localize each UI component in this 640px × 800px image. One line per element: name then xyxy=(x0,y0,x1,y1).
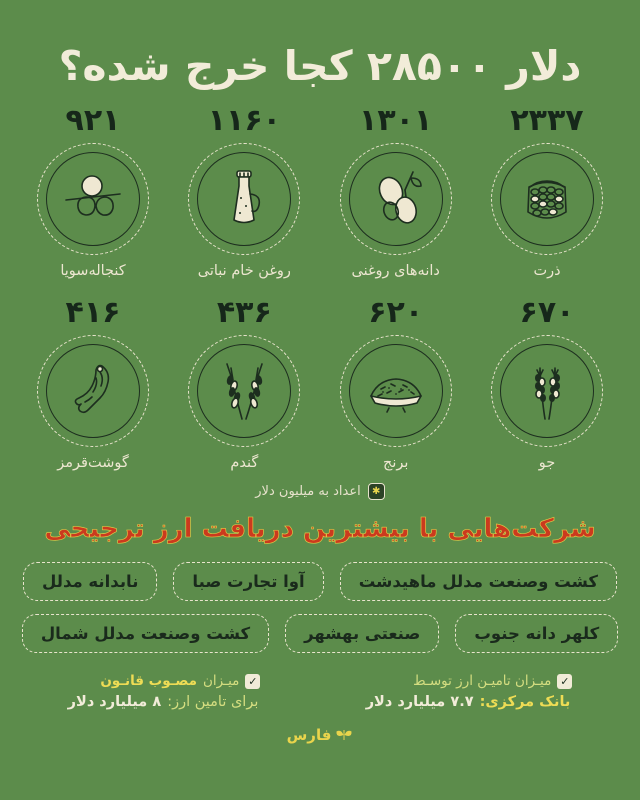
commodity-label: گندم xyxy=(230,455,259,472)
meat-icon xyxy=(58,356,128,426)
commodity-value: ۴۳۶ xyxy=(216,295,272,331)
commodity-card-soybean xyxy=(20,101,166,279)
commodity-label: جو xyxy=(538,455,556,472)
commodity-value: ۲۳۳۷ xyxy=(510,103,584,139)
commodity-card-meat xyxy=(20,293,166,471)
commodity-value: ۱۱۶۰ xyxy=(207,103,281,139)
footnote-central-bank xyxy=(366,673,573,710)
asterisk-icon: ✱ xyxy=(368,483,385,500)
footnote-value: ۸ میلیارد دلار xyxy=(67,694,162,711)
rice-icon xyxy=(361,356,431,426)
commodity-value: ۶۲۰ xyxy=(368,295,424,331)
unit-note xyxy=(255,483,384,500)
commodity-label: گوشت‌قرمز xyxy=(57,455,129,472)
footnote-value: ۷.۷ میلیارد دلار xyxy=(365,694,474,711)
commodity-value: ۱۳۰۱ xyxy=(359,103,433,139)
company-pill: نابدانه مدلل xyxy=(23,562,157,601)
fars-logo xyxy=(287,726,354,744)
company-pill: کشت وصنعت مدلل شمال xyxy=(22,614,269,653)
commodity-value: ۶۷۰ xyxy=(519,295,575,331)
footnote-label: بانک مرکزی: xyxy=(479,694,571,711)
dashed-circle xyxy=(491,335,603,447)
company-pill: کشت وصنعت مدلل ماهیدشت xyxy=(340,562,617,601)
commodity-grid xyxy=(20,101,620,471)
company-pill: کلهر دانه جنوب xyxy=(455,614,618,653)
wheat-icon xyxy=(209,356,279,426)
footnote-line1: میـزان تامیـن ارز توسـط xyxy=(413,673,552,690)
commodity-card-barley xyxy=(474,293,620,471)
dashed-circle xyxy=(188,335,300,447)
dashed-circle xyxy=(340,335,452,447)
companies-heading: شرکت‌هایی با بیشترین دریافت ارز ترجیحی xyxy=(44,514,596,545)
dashed-circle xyxy=(37,335,149,447)
page-title: دلار ۲۸۵۰۰ کجا خرج شده؟ xyxy=(58,42,582,90)
fars-logo-icon xyxy=(335,728,353,742)
dashed-circle xyxy=(491,143,603,255)
unit-note-text: اعداد به میلیون دلار xyxy=(255,484,361,500)
commodity-card-oil-bottle xyxy=(171,101,317,279)
footnote-line1-bold: مصـوب قانـون xyxy=(100,673,197,690)
checkmark-icon: ✓ xyxy=(557,674,572,689)
commodity-label: روغن خام نباتی xyxy=(197,263,291,280)
barley-icon xyxy=(512,356,582,426)
commodity-value: ۴۱۶ xyxy=(65,295,121,331)
commodity-label: ذرت xyxy=(533,263,561,280)
commodity-card-wheat xyxy=(171,293,317,471)
commodity-label: دانه‌های روغنی xyxy=(351,263,440,280)
dashed-circle xyxy=(188,143,300,255)
commodity-label: برنج xyxy=(382,455,409,472)
checkmark-icon: ✓ xyxy=(245,674,260,689)
oil-bottle-icon xyxy=(209,164,279,234)
commodity-label: کنجاله‌سویا xyxy=(60,263,126,280)
commodity-card-corn xyxy=(474,101,620,279)
commodity-card-rice xyxy=(323,293,469,471)
footnote-law-approved xyxy=(68,673,261,710)
company-pill: آوا تجارت صبا xyxy=(173,562,323,601)
footnote-label: برای تامین ارز: xyxy=(167,694,259,711)
companies-list xyxy=(22,562,618,653)
dashed-circle xyxy=(37,143,149,255)
soybean-icon xyxy=(58,164,128,234)
footnotes xyxy=(15,673,625,710)
corn-icon xyxy=(512,164,582,234)
footnote-line1-prefix: میـزان xyxy=(203,673,240,690)
commodity-value: ۹۲۱ xyxy=(65,103,121,139)
dashed-circle xyxy=(340,143,452,255)
company-pill: صنعتی بهشهر xyxy=(285,614,439,653)
oilseeds-icon xyxy=(361,164,431,234)
commodity-card-oilseeds xyxy=(323,101,469,279)
fars-logo-label: فارس xyxy=(286,726,332,745)
